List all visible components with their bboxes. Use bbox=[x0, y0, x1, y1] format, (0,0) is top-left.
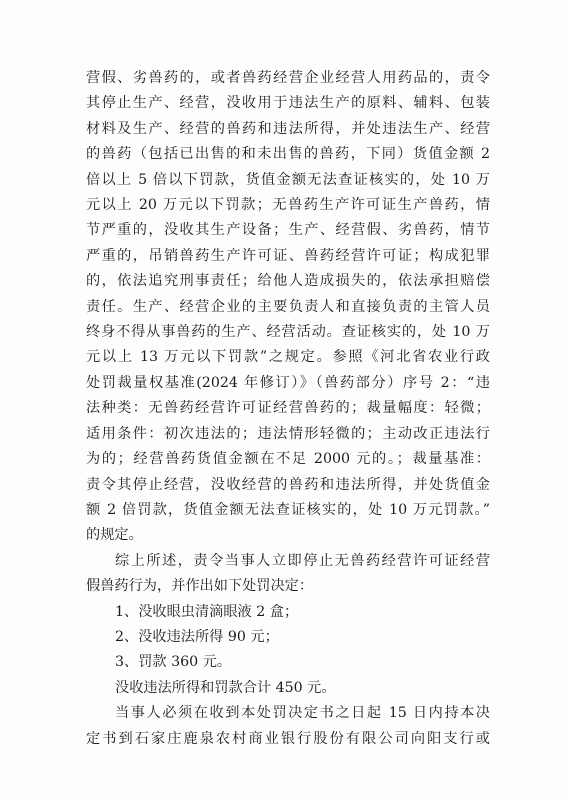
text-line: 节严重的，没收其生产设备；生产、经营假、劣兽药，情节 bbox=[86, 222, 490, 239]
paragraph-line: 综上所述，责令当事人立即停止无兽药经营许可证经营 bbox=[115, 552, 490, 569]
text-line: 法种类：无兽药经营许可证经营兽药的；裁量幅度：轻微； bbox=[86, 400, 490, 417]
document-body bbox=[86, 66, 490, 752]
text-line: 的规定。 bbox=[86, 527, 143, 544]
decision-item: 1、没收眼虫清滴眼液 2 盒； bbox=[115, 603, 299, 620]
text-line: 责任。生产、经营企业的主要负责人和直接负责的主管人员 bbox=[86, 298, 490, 315]
text-line: 责令其停止经营，没收经营的兽药和违法所得，并处货值金 bbox=[86, 476, 490, 493]
decision-item: 2、没收违法所得 90 元； bbox=[115, 628, 279, 645]
text-line: 元以上 20 万元以下罚款；无兽药生产许可证生产兽药，情 bbox=[86, 197, 490, 214]
text-line: 适用条件：初次违法的；违法情形轻微的；主动改正违法行 bbox=[86, 425, 490, 442]
text-line: 其停止生产、经营，没收用于违法生产的原料、辅料、包装 bbox=[86, 95, 490, 112]
text-line: 严重的，吊销兽药生产许可证、兽药经营许可证；构成犯罪 bbox=[86, 247, 490, 264]
text-line: 倍以上 5 倍以下罚款，货值金额无法查证核实的，处 10 万 bbox=[86, 171, 490, 188]
text-line: 的，依法追究刑事责任；给他人造成损失的，依法承担赔偿 bbox=[86, 273, 490, 290]
total-line: 没收违法所得和罚款合计 450 元。 bbox=[115, 679, 336, 696]
text-line: 为的；经营兽药货值金额在不足 2000 元的。；裁量基准： bbox=[86, 451, 490, 468]
text-line: 元以上 13 万元以下罚款”之规定。参照《河北省农业行政 bbox=[86, 349, 490, 366]
paragraph-line: 当事人必须在收到本处罚决定书之日起 15 日内持本决 bbox=[115, 705, 490, 722]
text-line: 处罚裁量权基准(2024 年修订）》（兽药部分）序号 2：“违 bbox=[86, 374, 490, 391]
decision-item: 3、罚款 360 元。 bbox=[115, 654, 232, 671]
text-line: 材料及生产、经营的兽药和违法所得，并处违法生产、经营 bbox=[86, 120, 490, 137]
text-line: 终身不得从事兽药的生产、经营活动。查证核实的，处 10 万 bbox=[86, 324, 490, 341]
text-line: 假兽药行为，并作出如下处罚决定： bbox=[86, 578, 314, 595]
text-line: 额 2 倍罚款，货值金额无法查证核实的，处 10 万元罚款。” bbox=[86, 501, 490, 518]
text-line: 定书到石家庄鹿泉农村商业银行股份有限公司向阳支行或 bbox=[86, 730, 490, 747]
text-line: 的兽药（包括已出售的和未出售的兽药，下同）货值金额 2 bbox=[86, 146, 490, 163]
text-line: 营假、劣兽药的，或者兽药经营企业经营人用药品的，责令 bbox=[86, 70, 490, 86]
